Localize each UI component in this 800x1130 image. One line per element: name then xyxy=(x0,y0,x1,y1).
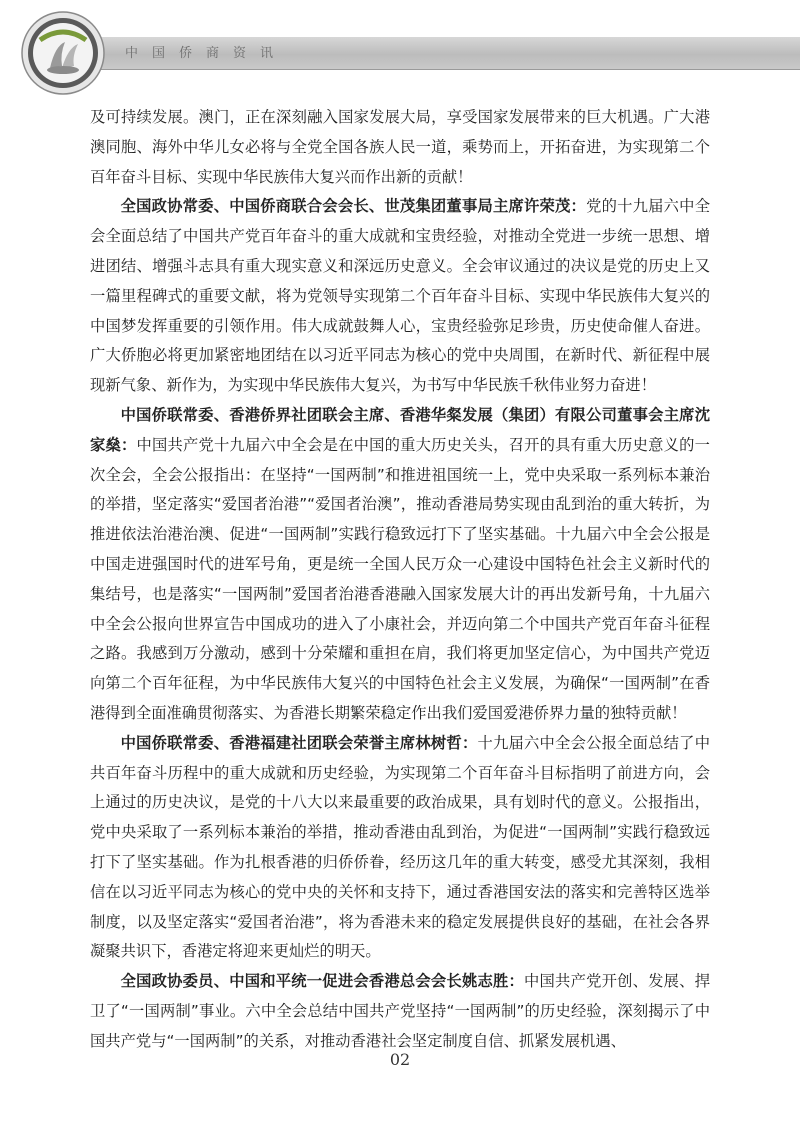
speaker-name: 中国侨联常委、香港福建社团联会荣誉主席林树哲： xyxy=(120,733,478,752)
paragraph xyxy=(90,103,710,192)
speaker-name: 中国侨联常委、香港侨界社团联会主席、香港华粲发展（集团）有限公司董事会主席沈家燊： xyxy=(90,405,710,454)
paragraph-text: 中国共产党开创、发展、捍卫了“一国两制”事业。六中全会总结中国共产党坚持“一国两制”的历史经验，深刻揭示了中国共产党与“一国两制”的关系，对推动香港社会坚定制度自信、抓紧发展机遇、 xyxy=(90,972,710,1050)
header-title: 中国侨商资讯 xyxy=(125,46,288,61)
logo xyxy=(20,10,106,96)
paragraph xyxy=(90,192,710,401)
speaker-name: 全国政协常委、中国侨商联合会会长、世茂集团董事局主席许荣茂： xyxy=(120,197,587,216)
paragraph xyxy=(90,967,710,1056)
logo-emblem-icon xyxy=(20,10,106,96)
paragraph xyxy=(90,729,710,967)
paragraph-text: 及可持续发展。澳门，正在深刻融入国家发展大局，享受国家发展带来的巨大机遇。广大港澳同胞、海外中华儿女必将与全党全国各族人民一道，乘势而上，开拓奋进，为实现第二个百年奋斗目标、实现中华民族伟大复兴而作出新的贡献！ xyxy=(90,108,710,186)
paragraph xyxy=(90,401,710,729)
article-body xyxy=(90,103,710,1057)
page-number: 02 xyxy=(389,1050,411,1069)
speaker-name: 全国政协委员、中国和平统一促进会香港总会会长姚志胜： xyxy=(120,972,525,991)
paragraph-text: 十九届六中全会公报全面总结了中共百年奋斗历程中的重大成就和历史经验，为实现第二个百年奋斗目标指明了前进方向，会上通过的历史决议，是党的十八大以来最重要的政治成果，具有划时代的意义。公报指出，党中央采取了一系列标本兼治的举措，推动香港由乱到治，为促进“一国两制”实践行稳致远打下了坚实基础。作为扎根香港的归侨侨眷，经历这几年的重大转变，感受尤其深刻，我相信在以习近平同志为核心的党中央的关怀和支持下，通过香港国安法的落实和完善特区选举制度，以及坚定落实“爱国者治港”，将为香港未来的稳定发展提供良好的基础，在社会各界凝聚共识下，香港定将迎来更灿烂的明天。 xyxy=(90,733,710,961)
paragraph-text: 党的十九届六中全会全面总结了中国共产党百年奋斗的重大成就和宝贵经验，对推动全党进一步统一思想、增进团结、增强斗志具有重大现实意义和深远历史意义。全会审议通过的决议是党的历史上又一篇里程碑式的重要文献，将为党领导实现第二个百年奋斗目标、实现中华民族伟大复兴的中国梦发挥重要的引领作用。伟大成就鼓舞人心，宝贵经验弥足珍贵，历史使命催人奋进。广大侨胞必将更加紧密地团结在以习近平同志为核心的党中央周围，在新时代、新征程中展现新气象、新作为，为实现中华民族伟大复兴，为书写中华民族千秋伟业努力奋进！ xyxy=(90,197,710,395)
paragraph-text: 中国共产党十九届六中全会是在中国的重大历史关头，召开的具有重大历史意义的一次全会，全会公报指出：在坚持“一国两制”和推进祖国统一上，党中央采取一系列标本兼治的举措，坚定落实“爱国者治港”“爱国者治澳”，推动香港局势实现由乱到治的重大转折，为推进依法治港治澳、促进“一国两制”实践行稳致远打下了坚实基础。十九届六中全会公报是中国走进强国时代的进军号角，更是统一全国人民万众一心建设中国特色社会主义新时代的集结号，也是落实“一国两制”爱国者治港香港融入国家发展大计的再出发新号角，十九届六中全会公报向世界宣告中国成功的进入了小康社会，并迈向第二个中国共产党百年奋斗征程之路。我感到万分激动，感到十分荣耀和重担在肩，我们将更加坚定信心，为中国共产党迈向第二个百年征程，为中华民族伟大复兴的中国特色社会主义发展，为确保“一国两制”在香港得到全面准确贯彻落实、为香港长期繁荣稳定作出我们爱国爱港侨界力量的独特贡献！ xyxy=(90,435,710,722)
